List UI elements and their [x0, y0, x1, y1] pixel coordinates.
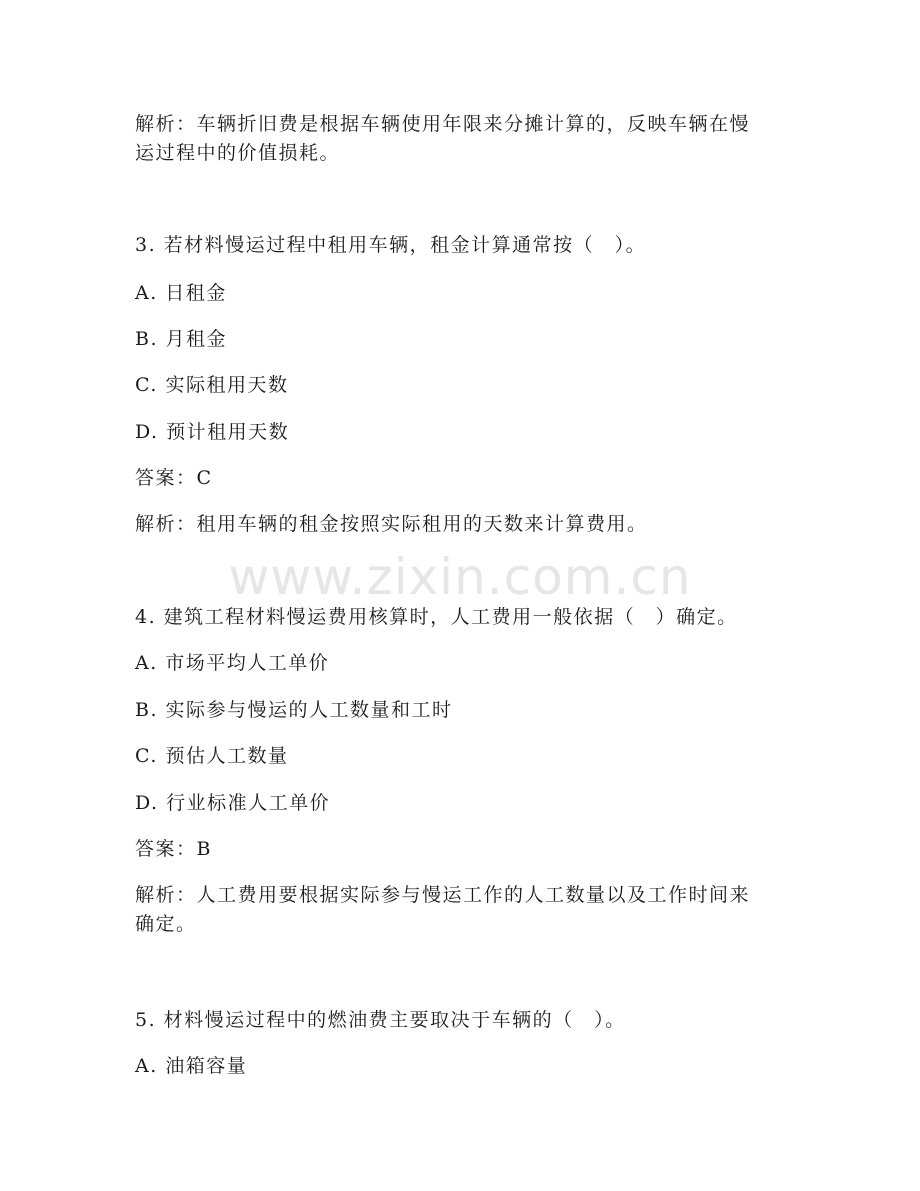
q4-option-a: A. 市场平均人工单价: [135, 652, 330, 674]
q3-option-a: A. 日租金: [135, 282, 227, 304]
q4-option-b: B. 实际参与慢运的人工数量和工时: [135, 699, 453, 721]
q4-analysis-line2: 确定。: [135, 913, 197, 935]
watermark: www.zixin.com.cn: [228, 548, 692, 606]
q3-option-b: B. 月租金: [135, 328, 228, 350]
q4-analysis-line1: 解析：人工费用要根据实际参与慢运工作的人工数量以及工作时间来: [135, 884, 751, 906]
q3-analysis: 解析：租用车辆的租金按照实际租用的天数来计算费用。: [135, 513, 648, 535]
q3-answer: 答案：C: [135, 467, 213, 489]
q3-option-d: D. 预计租用天数: [135, 421, 290, 443]
question-5: 5. 材料慢运过程中的燃油费主要取决于车辆的（ ）。: [135, 1009, 626, 1031]
q4-option-c: C. 预估人工数量: [135, 745, 289, 767]
question-3: 3. 若材料慢运过程中租用车辆，租金计算通常按（ ）。: [135, 234, 647, 256]
q4-option-d: D. 行业标准人工单价: [135, 792, 331, 814]
question-4: 4. 建筑工程材料慢运费用核算时，人工费用一般依据（ ）确定。: [135, 606, 738, 628]
analysis-q2-line2: 运过程中的价值损耗。: [135, 142, 341, 164]
q3-option-c: C. 实际租用天数: [135, 374, 289, 396]
q4-answer: 答案：B: [135, 838, 212, 860]
analysis-q2-line1: 解析：车辆折旧费是根据车辆使用年限来分摊计算的，反映车辆在慢: [135, 113, 751, 135]
q5-option-a: A. 油箱容量: [135, 1055, 248, 1077]
